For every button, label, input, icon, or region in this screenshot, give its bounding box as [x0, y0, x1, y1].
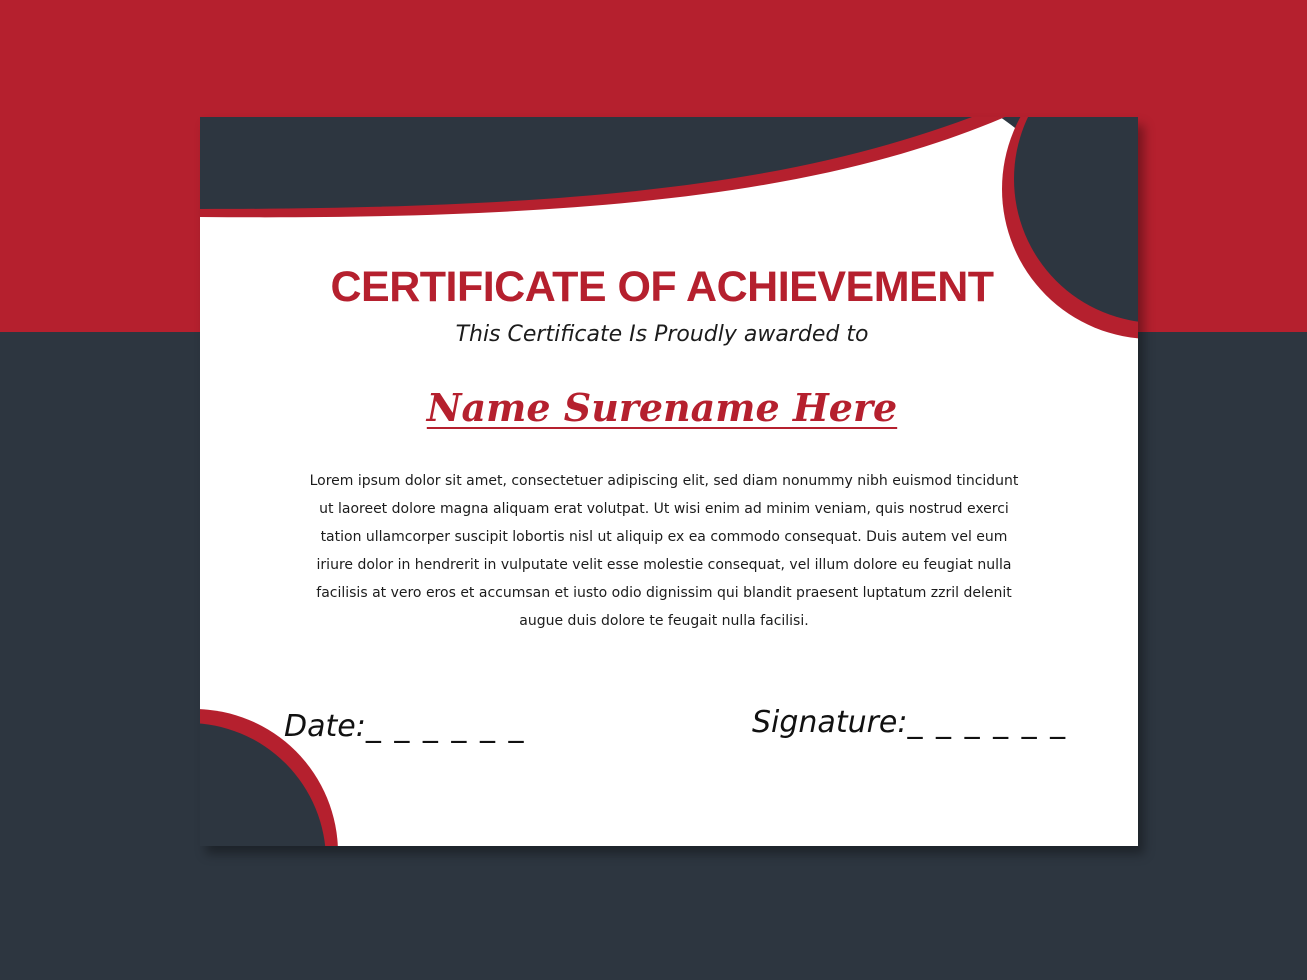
date-label: Date:: [284, 709, 366, 744]
certificate-title: CERTIFICATE OF ACHIEVEMENT: [330, 263, 994, 311]
date-field: [284, 709, 526, 744]
signature-blank: _ _ _ _ _ _: [907, 705, 1068, 740]
date-blank: _ _ _ _ _ _: [365, 709, 526, 744]
certificate-body-text: Lorem ipsum dolor sit amet, consectetuer adipiscing elit, sed diam nonummy nibh euismod tincidunt ut laoreet dolore magna aliquam erat volutpat. Ut wisi enim ad minim veniam, quis nostrud exerci tation ullamcorper suscipit lobortis nisl ut aliquip ex ea commodo consequat. Duis autem vel eum iriure dolor in hendrerit in vulputate velit esse molestie consequat, vel illum dolore eu feugiat nulla facilisis at vero eros et accumsan et iusto odio dignissim qui blandit praesent luptatum zzril delenit augue duis dolore te feugait nulla facilisi.: [309, 473, 1019, 629]
certificate-subtitle: This Certificate Is Proudly awarded to: [455, 322, 869, 347]
signature-label: Signature:: [752, 705, 908, 740]
recipient-name: Name Surename Here: [426, 385, 898, 430]
signature-field: [752, 705, 1067, 740]
certificate-card: [200, 117, 1138, 846]
